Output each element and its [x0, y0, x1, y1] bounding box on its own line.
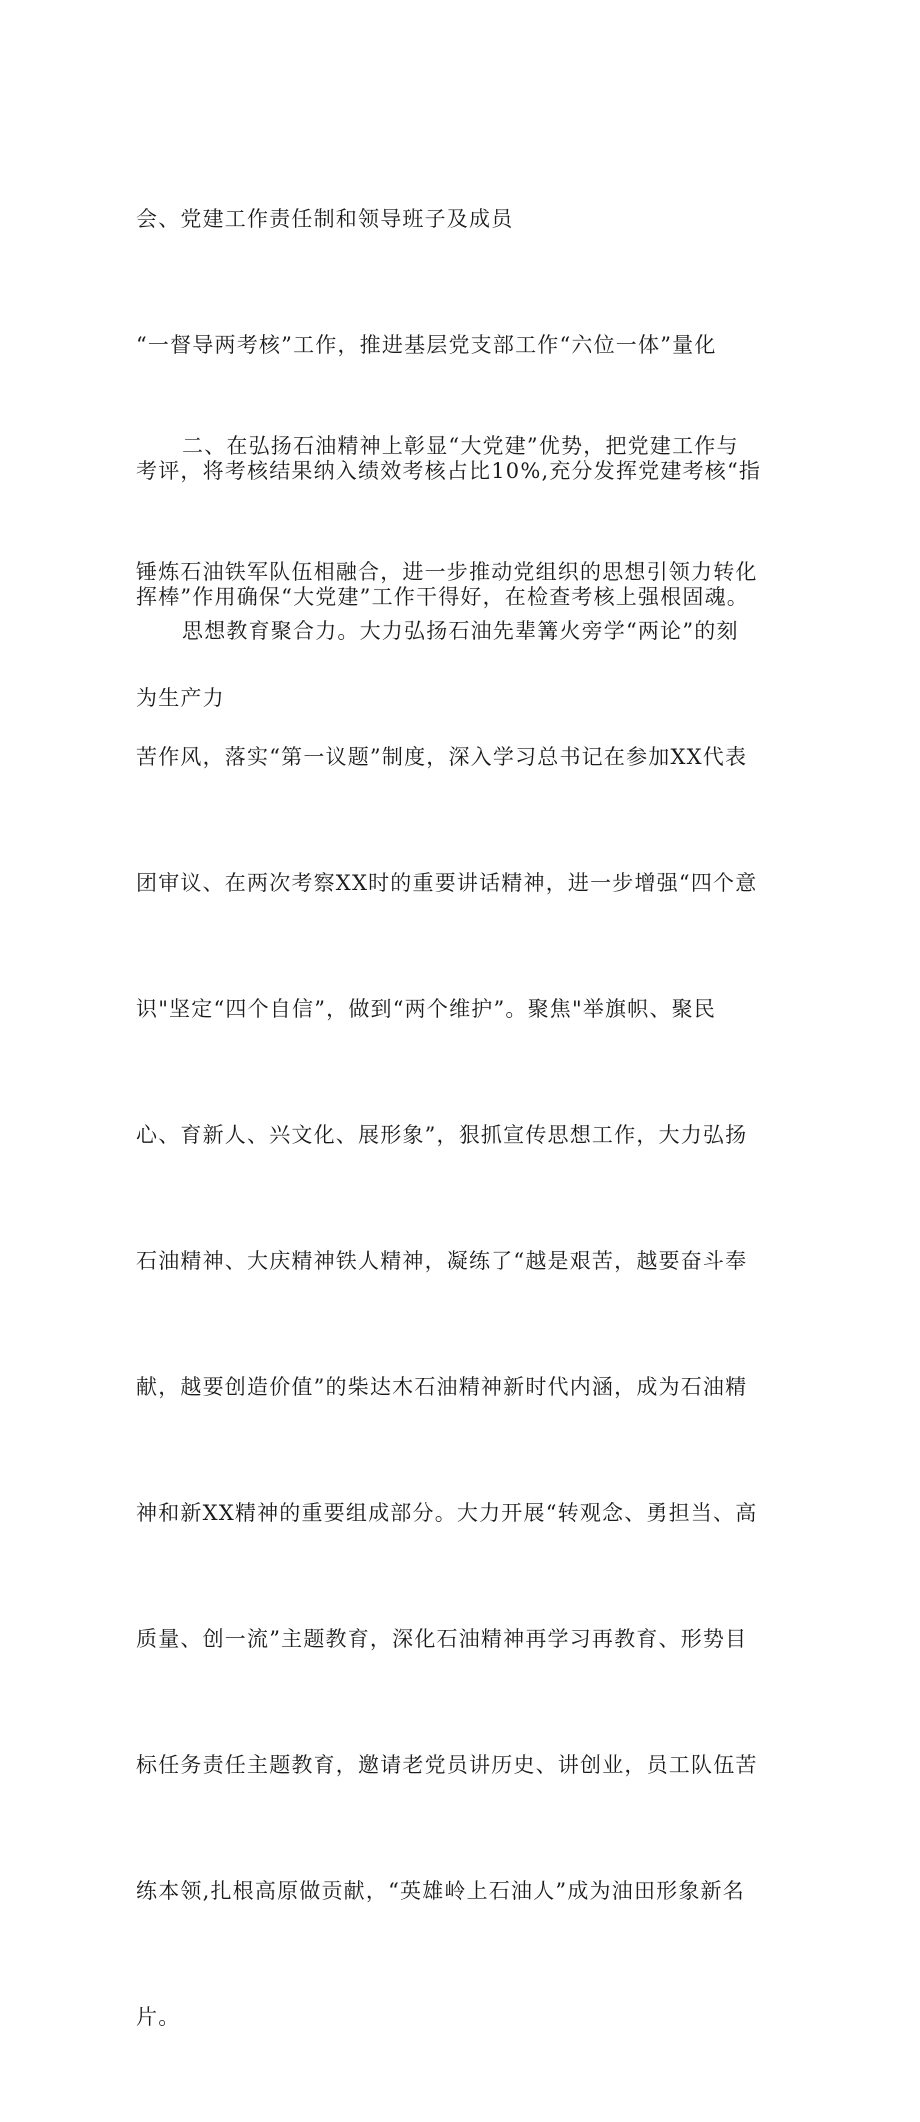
text-line: 质量、创一流”主题教育，深化石油精神再学习再教育、形势目 [136, 1627, 748, 1651]
text-line: 练本领,扎根高原做贡献，“英雄岭上石油人”成为油田形象新名 [136, 1879, 745, 1903]
text-line: 标任务责任主题教育，邀请老党员讲历史、讲创业，员工队伍苦 [136, 1753, 758, 1777]
text-line: “一督导两考核”工作，推进基层党支部工作“六位一体”量化 [136, 333, 717, 357]
text-line: 识"坚定“四个自信”，做到“两个维护”。聚焦"举旗帜、聚民 [136, 997, 717, 1021]
text-line: 思想教育聚合力。大力弘扬石油先辈篝火旁学“两论”的刻 [182, 619, 739, 643]
text-line: 心、育新人、兴文化、展形象”，狠抓宣传思想工作，大力弘扬 [136, 1123, 748, 1147]
text-line: 神和新XX精神的重要组成部分。大力开展“转观念、勇担当、高 [136, 1501, 758, 1525]
text-line: 献，越要创造价值”的柴达木石油精神新时代内涵，成为石油精 [136, 1375, 748, 1399]
text-line: 锤炼石油铁军队伍相融合，进一步推动党组织的思想引领力转化 [136, 560, 758, 584]
text-line: 挥棒”作用确保“大党建”工作干得好，在检查考核上强根固魂。 [136, 585, 750, 609]
text-line: 片。 [136, 2005, 181, 2029]
text-line: 会、党建工作责任制和领导班子及成员 [136, 207, 514, 231]
text-line: 二、在弘扬石油精神上彰显“大党建”优势，把党建工作与 [182, 434, 739, 458]
text-line: 团审议、在两次考察XX时的重要讲话精神，进一步增强“四个意 [136, 871, 758, 895]
text-line: 考评，将考核结果纳入绩效考核占比10%,充分发挥党建考核“指 [136, 459, 762, 483]
paragraph-ideological-education [136, 526, 796, 2122]
text-line: 石油精神、大庆精神铁人精神，凝练了“越是艰苦，越要奋斗奉 [136, 1249, 748, 1273]
text-line: 苦作风，落实“第一议题”制度，深入学习总书记在参加XX代表 [136, 745, 748, 769]
text-line: 为生产力 [136, 686, 225, 710]
